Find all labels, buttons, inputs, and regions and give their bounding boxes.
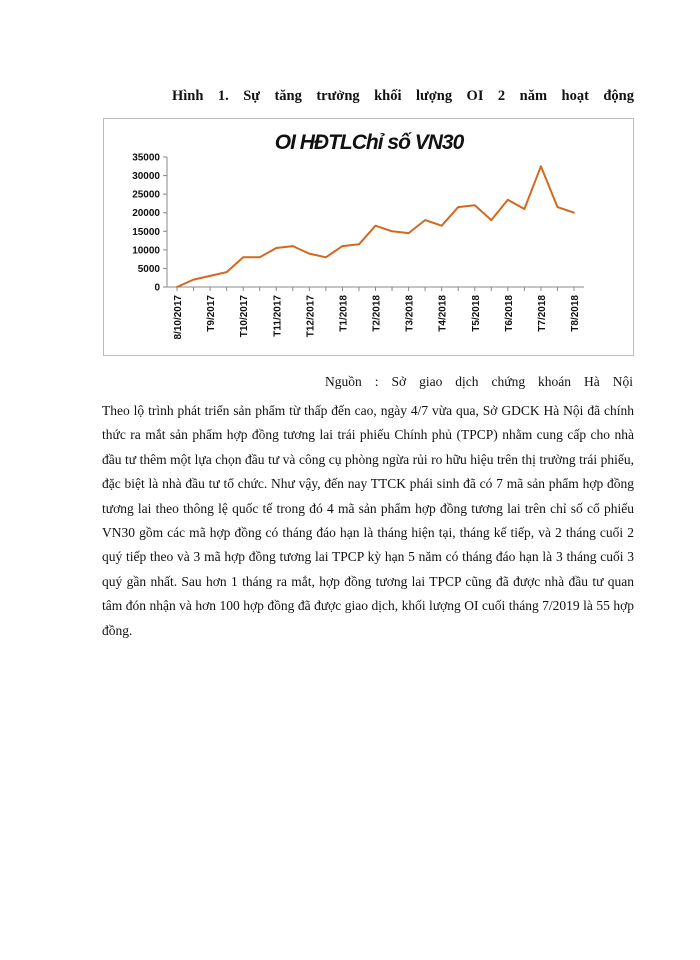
data-point (358, 243, 360, 245)
y-tick-label: 5000 (137, 263, 160, 275)
x-tick-label: 8/10/2017 (173, 295, 184, 340)
data-point (523, 208, 525, 210)
data-point (474, 204, 476, 206)
x-tick-label: T1/2018 (338, 295, 350, 332)
data-point (193, 279, 195, 281)
data-point (557, 206, 559, 208)
data-point (540, 165, 542, 167)
data-point (342, 245, 344, 247)
x-tick-label: T2/2018 (371, 295, 383, 332)
series-group (176, 165, 575, 288)
data-point (391, 230, 393, 232)
x-tick-label: T12/2017 (305, 295, 317, 338)
data-point (375, 225, 377, 227)
x-tick-label: T6/2018 (503, 295, 515, 332)
y-tick-label: 35000 (132, 152, 160, 164)
data-point (292, 245, 294, 247)
data-point (424, 219, 426, 221)
y-tick-label: 30000 (132, 171, 160, 183)
data-point (242, 256, 244, 258)
data-point (209, 275, 211, 277)
figure-caption: Hình 1. Sự tăng trưởng khối lượng OI 2 năm hoạt động (172, 88, 634, 104)
x-axis (167, 287, 584, 340)
data-point (176, 286, 178, 288)
y-tick-label: 15000 (132, 226, 160, 238)
data-point (507, 199, 509, 201)
data-point (308, 253, 310, 255)
line-chart (104, 119, 635, 357)
data-point (490, 219, 492, 221)
series-line (177, 166, 574, 287)
body-paragraph: Theo lộ trình phát triển sản phẩm từ thấp đến cao, ngày 4/7 vừa qua, Sở GDCK Hà Nội đã chính thức ra mắt sản phẩm hợp đồng tương lai trái phiếu Chính phủ (TPCP) nhằm cung cấp cho nhà đầu tư thêm một lựa chọn đầu tư và công cụ phòng ngừa rủi ro hữu hiệu trên thị trường trái phiếu, đặc biệt là nhà đầu tư tổ chức. Như vậy, đến nay TTCK phái sinh đã có 7 mã sản phẩm hợp đồng tương lai theo thông lệ quốc tế trong đó 4 mã sản phẩm hợp đồng tương lai trên chỉ số cổ phiếu VN30 gồm các mã hợp đồng có tháng đáo hạn là tháng hiện tại, tháng kế tiếp, và 2 tháng cuối 2 quý tiếp theo và 3 mã hợp đồng tương lai TPCP kỳ hạn 5 năm có tháng đáo hạn là 3 tháng cuối 3 quý gần nhất. Sau hơn 1 tháng ra mắt, hợp đồng tương lai TPCP cũng đã được nhà đầu tư quan tâm đón nhận và hơn 100 hợp đồng đã được giao dịch, khối lượng OI cuối tháng 7/2019 là 55 hợp đồng. (102, 403, 634, 638)
data-point (259, 256, 261, 258)
data-point (573, 212, 575, 214)
data-point (226, 271, 228, 273)
x-tick-label: T7/2018 (536, 295, 548, 332)
y-tick-label: 20000 (132, 208, 160, 220)
x-tick-label: T8/2018 (570, 295, 581, 332)
data-point (408, 232, 410, 234)
data-point (275, 247, 277, 249)
data-point (457, 206, 459, 208)
x-tick-label: T10/2017 (239, 295, 251, 338)
data-point (325, 256, 327, 258)
x-tick-label: T11/2017 (272, 295, 284, 337)
figure-source: Nguồn : Sở giao dịch chứng khoán Hà Nội (325, 374, 633, 389)
y-tick-label: 0 (154, 282, 160, 294)
chart-title: OI HĐTLChỉ số VN30 (274, 131, 464, 154)
y-tick-label: 25000 (132, 189, 160, 201)
y-tick-label: 10000 (132, 245, 160, 257)
x-tick-label: T3/2018 (404, 295, 416, 332)
x-tick-label: T4/2018 (437, 295, 449, 332)
data-point (441, 225, 443, 227)
y-axis (132, 153, 167, 294)
x-tick-label: T9/2017 (206, 295, 218, 332)
x-tick-label: T5/2018 (470, 295, 482, 332)
chart-frame (103, 118, 634, 356)
